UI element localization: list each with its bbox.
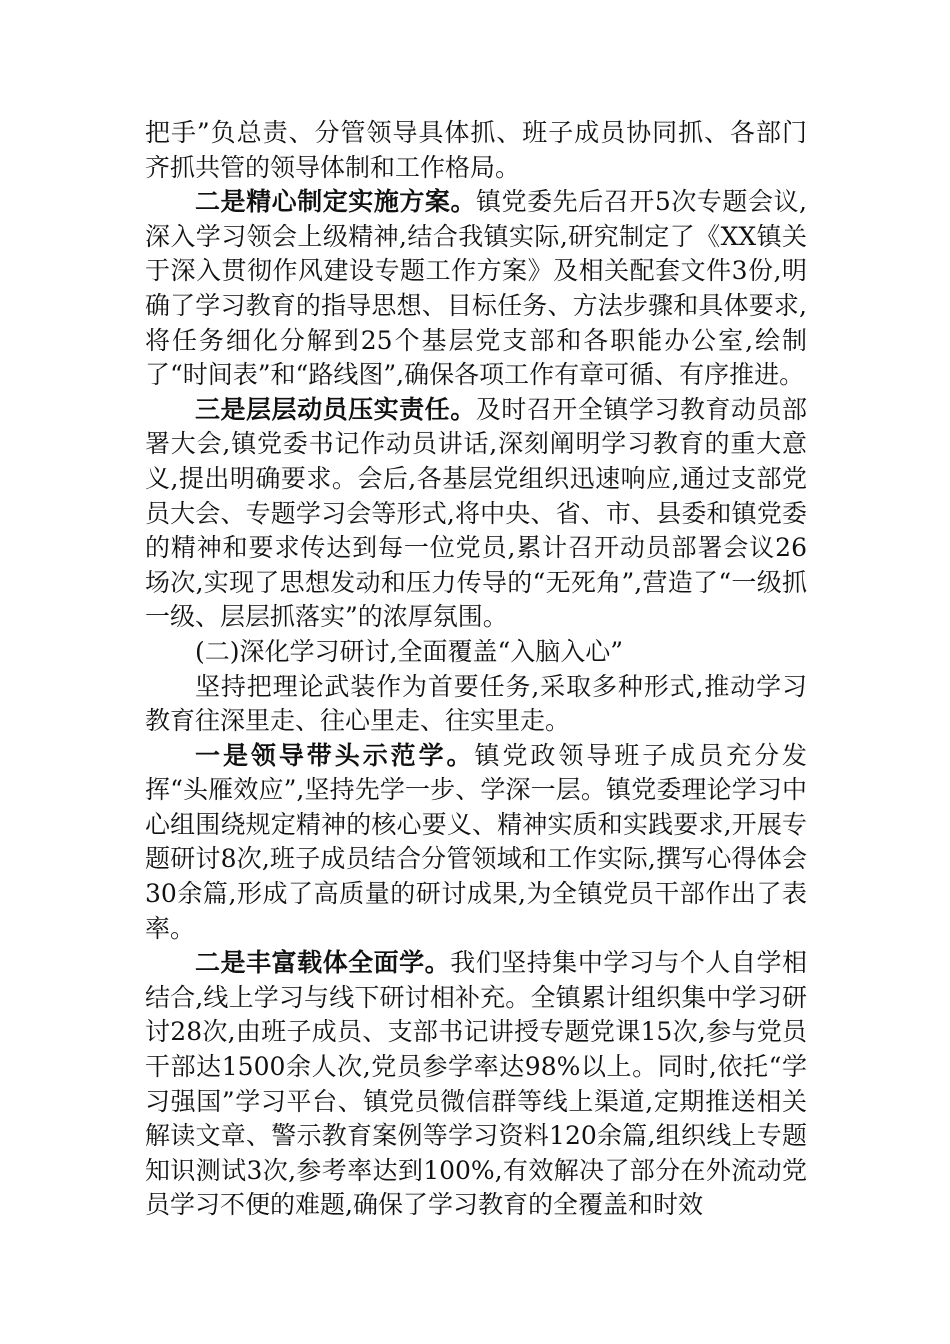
paragraph-text: 及时召开全镇学习教育动员部署大会,镇党委书记作动员讲话,深刻阐明学习教育的重大意义,提出明确要求。会后,各基层党组织迅速响应,通过支部党员大会、专题学习会等形式,将中央、省、市、县委和镇党委的精神和要求传达到每一位党员,累计召开动员部署会议26场次,实现了思想发动和压力传导的“无死角”,营造了“一级抓一级、层层抓落实”的浓厚氛围。 (145, 394, 807, 632)
section-heading (145, 635, 807, 670)
paragraph-lead-heading: 二是丰富载体全面学。 (195, 948, 451, 978)
paragraph-text: 镇党政领导班子成员充分发挥“头雁效应”,坚持先学一步、学深一层。镇党委理论学习中心组围绕规定精神的核心要义、精神实质和实践要求,开展专题研讨8次,班子成员结合分管领域和工作实际,撰写心得体会30余篇,形成了高质量的研讨成果,为全镇党员干部作出了表率。 (145, 740, 807, 943)
paragraph-text: 镇党委先后召开5次专题会议,深入学习领会上级精神,结合我镇实际,研究制定了《XX镇关于深入贯彻作风建设专题工作方案》及相关配套文件3份,明确了学习教育的指导思想、目标任务、方法步骤和具体要求,将任务细化分解到25个基层党支部和各职能办公室,绘制了“时间表”和“路线图”,确保各项工作有章可循、有序推进。 (145, 187, 807, 390)
paragraph-text: 坚持把理论武装作为首要任务,采取多种形式,推动学习教育往深里走、往心里走、往实里走。 (145, 671, 807, 736)
paragraph-text: 把手”负总责、分管领导具体抓、班子成员协同抓、各部门齐抓共管的领导体制和工作格局。 (145, 118, 807, 182)
paragraph-lead-heading: 二是精心制定实施方案。 (195, 187, 477, 217)
paragraph-lead-heading: 一是领导带头示范学。 (195, 740, 475, 770)
paragraph-3 (145, 393, 807, 635)
paragraph-lead-heading: 三是层层动员压实责任。 (195, 394, 476, 424)
paragraph-6 (145, 739, 807, 947)
paragraph-5 (145, 670, 807, 739)
section-heading-text: (二)深化学习研讨,全面覆盖“入脑入心” (195, 636, 624, 666)
paragraph-2 (145, 185, 807, 393)
paragraph-text: 我们坚持集中学习与个人自学相结合,线上学习与线下研讨相补充。全镇累计组织集中学习研讨28次,由班子成员、支部书记讲授专题党课15次,参与党员干部达1500余人次,党员参学率达98%以上。同时,依托“学习强国”学习平台、镇党员微信群等线上渠道,定期推送相关解读文章、警示教育案例等学习资料120余篇,组织线上专题知识测试3次,参考率达到100%,有效解决了部分在外流动党员学习不便的难题,确保了学习教育的全覆盖和时效 (145, 948, 807, 1220)
paragraph-1 (145, 116, 807, 185)
document-body (145, 116, 807, 1223)
paragraph-7 (145, 946, 807, 1223)
